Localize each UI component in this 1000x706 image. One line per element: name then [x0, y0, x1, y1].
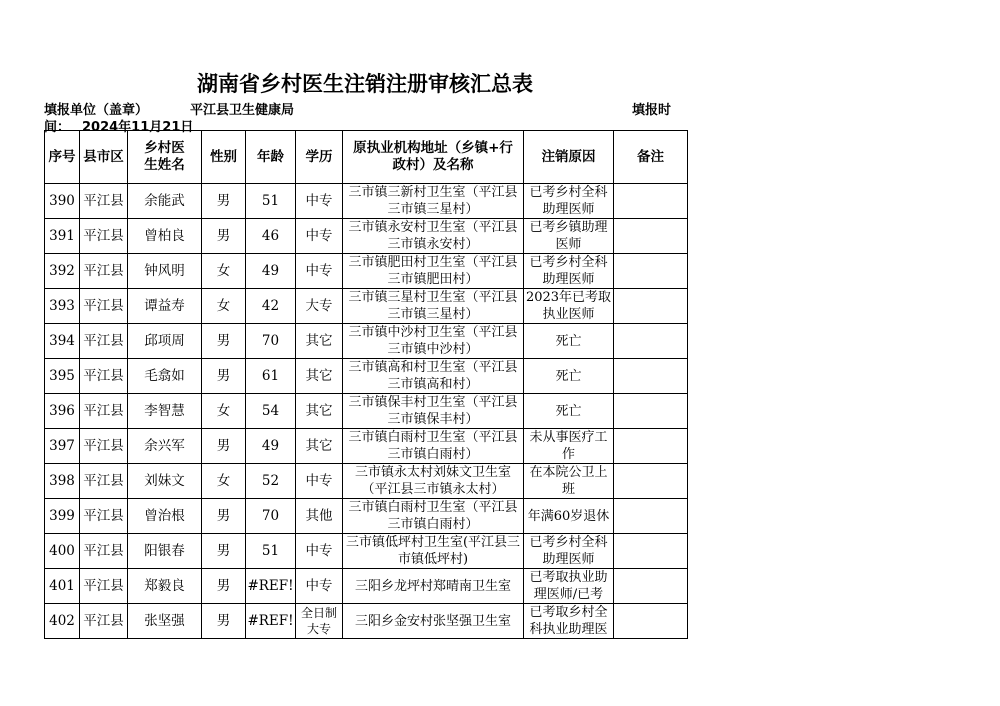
- cell-reason: 已考乡村全科助理医师: [524, 254, 614, 289]
- table-row: [45, 464, 688, 499]
- cell-county: 平江县: [80, 394, 128, 429]
- time-label-cont: 间：: [44, 120, 71, 135]
- cell-note: [614, 604, 688, 639]
- cell-edu: 中专: [296, 569, 343, 604]
- cell-address: 三市镇高和村卫生室（平江县三市镇高和村）: [343, 359, 524, 394]
- table-row: [45, 184, 688, 219]
- table-row: [45, 499, 688, 534]
- col-header-county: 县市区: [80, 131, 128, 184]
- cell-sex: 男: [202, 359, 246, 394]
- cell-sex: 男: [202, 569, 246, 604]
- cell-county: 平江县: [80, 359, 128, 394]
- cell-sex: 男: [202, 429, 246, 464]
- cell-county: 平江县: [80, 324, 128, 359]
- cell-note: [614, 429, 688, 464]
- cell-no: 395: [45, 359, 80, 394]
- page-title: 湖南省乡村医生注销注册审核汇总表: [197, 72, 533, 96]
- cell-age: 70: [246, 324, 296, 359]
- cell-no: 400: [45, 534, 80, 569]
- cell-address: 三阳乡金安村张坚强卫生室: [343, 604, 524, 639]
- cell-county: 平江县: [80, 254, 128, 289]
- cell-reason: 已考乡村全科助理医师: [524, 184, 614, 219]
- unit-label: 填报单位（盖章）: [44, 103, 149, 118]
- cell-note: [614, 219, 688, 254]
- cell-county: 平江县: [80, 464, 128, 499]
- cell-no: 392: [45, 254, 80, 289]
- cell-reason: 年满60岁退休: [524, 499, 614, 534]
- col-header-sex: 性别: [202, 131, 246, 184]
- cell-edu: 中专: [296, 254, 343, 289]
- cell-name: 钟风明: [128, 254, 202, 289]
- cell-address: 三市镇永安村卫生室（平江县三市镇永安村）: [343, 219, 524, 254]
- cell-no: 390: [45, 184, 80, 219]
- cell-note: [614, 289, 688, 324]
- cell-sex: 男: [202, 184, 246, 219]
- cell-name: 谭益寿: [128, 289, 202, 324]
- header-row: [45, 131, 688, 184]
- cell-name: 李智慧: [128, 394, 202, 429]
- cell-note: [614, 569, 688, 604]
- cell-reason: 已考取乡村全科执业助理医: [524, 604, 614, 639]
- cell-reason: 死亡: [524, 394, 614, 429]
- unit-value: 平江县卫生健康局: [190, 103, 295, 118]
- cell-note: [614, 184, 688, 219]
- cell-sex: 男: [202, 534, 246, 569]
- cell-edu: 中专: [296, 534, 343, 569]
- cell-address: 三市镇三新村卫生室（平江县三市镇三星村）: [343, 184, 524, 219]
- cell-address: 三市镇保丰村卫生室（平江县三市镇保丰村）: [343, 394, 524, 429]
- cell-age: #REF!: [246, 569, 296, 604]
- cell-name: 曾治根: [128, 499, 202, 534]
- cell-name: 余能武: [128, 184, 202, 219]
- cell-note: [614, 534, 688, 569]
- cell-county: 平江县: [80, 569, 128, 604]
- table-row: [45, 219, 688, 254]
- col-header-no: 序号: [45, 131, 80, 184]
- cell-name: 毛翕如: [128, 359, 202, 394]
- cell-age: 42: [246, 289, 296, 324]
- cell-reason: 死亡: [524, 359, 614, 394]
- cell-note: [614, 324, 688, 359]
- cell-county: 平江县: [80, 429, 128, 464]
- cell-note: [614, 499, 688, 534]
- cell-age: 49: [246, 429, 296, 464]
- cell-edu: 其它: [296, 429, 343, 464]
- table-row: [45, 394, 688, 429]
- cell-no: 397: [45, 429, 80, 464]
- cell-no: 401: [45, 569, 80, 604]
- cell-county: 平江县: [80, 289, 128, 324]
- table-row: [45, 534, 688, 569]
- cell-no: 391: [45, 219, 80, 254]
- cell-note: [614, 254, 688, 289]
- cell-sex: 男: [202, 324, 246, 359]
- cell-reason: 已考乡村全科助理医师: [524, 534, 614, 569]
- cell-edu: 其它: [296, 394, 343, 429]
- col-header-name: 乡村医生姓名: [128, 131, 202, 184]
- cell-name: 曾柏良: [128, 219, 202, 254]
- cell-edu: 全日制大专: [296, 604, 343, 639]
- cell-no: 398: [45, 464, 80, 499]
- cell-reason: 2023年已考取执业医师: [524, 289, 614, 324]
- cell-age: 54: [246, 394, 296, 429]
- cell-county: 平江县: [80, 219, 128, 254]
- cell-edu: 中专: [296, 219, 343, 254]
- col-header-age: 年龄: [246, 131, 296, 184]
- table-row: [45, 254, 688, 289]
- cell-sex: 女: [202, 464, 246, 499]
- cell-age: 49: [246, 254, 296, 289]
- cell-name: 邱项周: [128, 324, 202, 359]
- cell-sex: 男: [202, 499, 246, 534]
- cell-address: 三市镇中沙村卫生室（平江县三市镇中沙村）: [343, 324, 524, 359]
- cell-reason: 死亡: [524, 324, 614, 359]
- table-row: [45, 604, 688, 639]
- cell-no: 402: [45, 604, 80, 639]
- cell-age: 70: [246, 499, 296, 534]
- cell-age: 51: [246, 184, 296, 219]
- cell-reason: 在本院公卫上班: [524, 464, 614, 499]
- cell-edu: 其它: [296, 359, 343, 394]
- cell-edu: 中专: [296, 184, 343, 219]
- cell-address: 三市镇白雨村卫生室（平江县三市镇白雨村）: [343, 429, 524, 464]
- cell-note: [614, 464, 688, 499]
- cell-reason: 已考取执业助理医师/已考: [524, 569, 614, 604]
- cell-address: 三市镇肥田村卫生室（平江县三市镇肥田村）: [343, 254, 524, 289]
- cell-address: 三阳乡龙坪村郑晴南卫生室: [343, 569, 524, 604]
- cell-no: 399: [45, 499, 80, 534]
- cell-county: 平江县: [80, 499, 128, 534]
- cell-age: 46: [246, 219, 296, 254]
- cell-sex: 男: [202, 219, 246, 254]
- cell-reason: 未从事医疗工作: [524, 429, 614, 464]
- cell-no: 393: [45, 289, 80, 324]
- time-label: 填报时: [632, 103, 672, 118]
- table-row: [45, 569, 688, 604]
- cell-note: [614, 394, 688, 429]
- table-row: [45, 289, 688, 324]
- cell-address: 三市镇低坪村卫生室(平江县三市镇低坪村): [343, 534, 524, 569]
- cell-age: #REF!: [246, 604, 296, 639]
- table-row: [45, 429, 688, 464]
- table-row: [45, 324, 688, 359]
- cell-address: 三市镇白雨村卫生室（平江县三市镇白雨村）: [343, 499, 524, 534]
- cell-sex: 女: [202, 289, 246, 324]
- cell-edu: 中专: [296, 464, 343, 499]
- cell-address: 三市镇三星村卫生室（平江县三市镇三星村）: [343, 289, 524, 324]
- cell-county: 平江县: [80, 184, 128, 219]
- cell-county: 平江县: [80, 604, 128, 639]
- cell-name: 郑毅良: [128, 569, 202, 604]
- cell-reason: 已考乡镇助理医师: [524, 219, 614, 254]
- cell-sex: 男: [202, 604, 246, 639]
- cell-edu: 其他: [296, 499, 343, 534]
- cell-name: 余兴军: [128, 429, 202, 464]
- cell-age: 51: [246, 534, 296, 569]
- cell-sex: 女: [202, 394, 246, 429]
- cell-address: 三市镇永太村刘妹文卫生室（平江县三市镇永太村）: [343, 464, 524, 499]
- cell-edu: 其它: [296, 324, 343, 359]
- col-header-note: 备注: [614, 131, 688, 184]
- cell-edu: 大专: [296, 289, 343, 324]
- col-header-reason: 注销原因: [524, 131, 614, 184]
- cell-no: 396: [45, 394, 80, 429]
- cell-county: 平江县: [80, 534, 128, 569]
- cell-name: 张坚强: [128, 604, 202, 639]
- cell-age: 61: [246, 359, 296, 394]
- cell-note: [614, 359, 688, 394]
- col-header-address: 原执业机构地址（乡镇+行政村）及名称: [343, 131, 524, 184]
- cell-sex: 女: [202, 254, 246, 289]
- report-date: 2024年11月21日: [82, 120, 194, 135]
- cell-no: 394: [45, 324, 80, 359]
- cell-age: 52: [246, 464, 296, 499]
- col-header-edu: 学历: [296, 131, 343, 184]
- cell-name: 刘妹文: [128, 464, 202, 499]
- cell-name: 阳银春: [128, 534, 202, 569]
- summary-table: [44, 130, 688, 639]
- table-row: [45, 359, 688, 394]
